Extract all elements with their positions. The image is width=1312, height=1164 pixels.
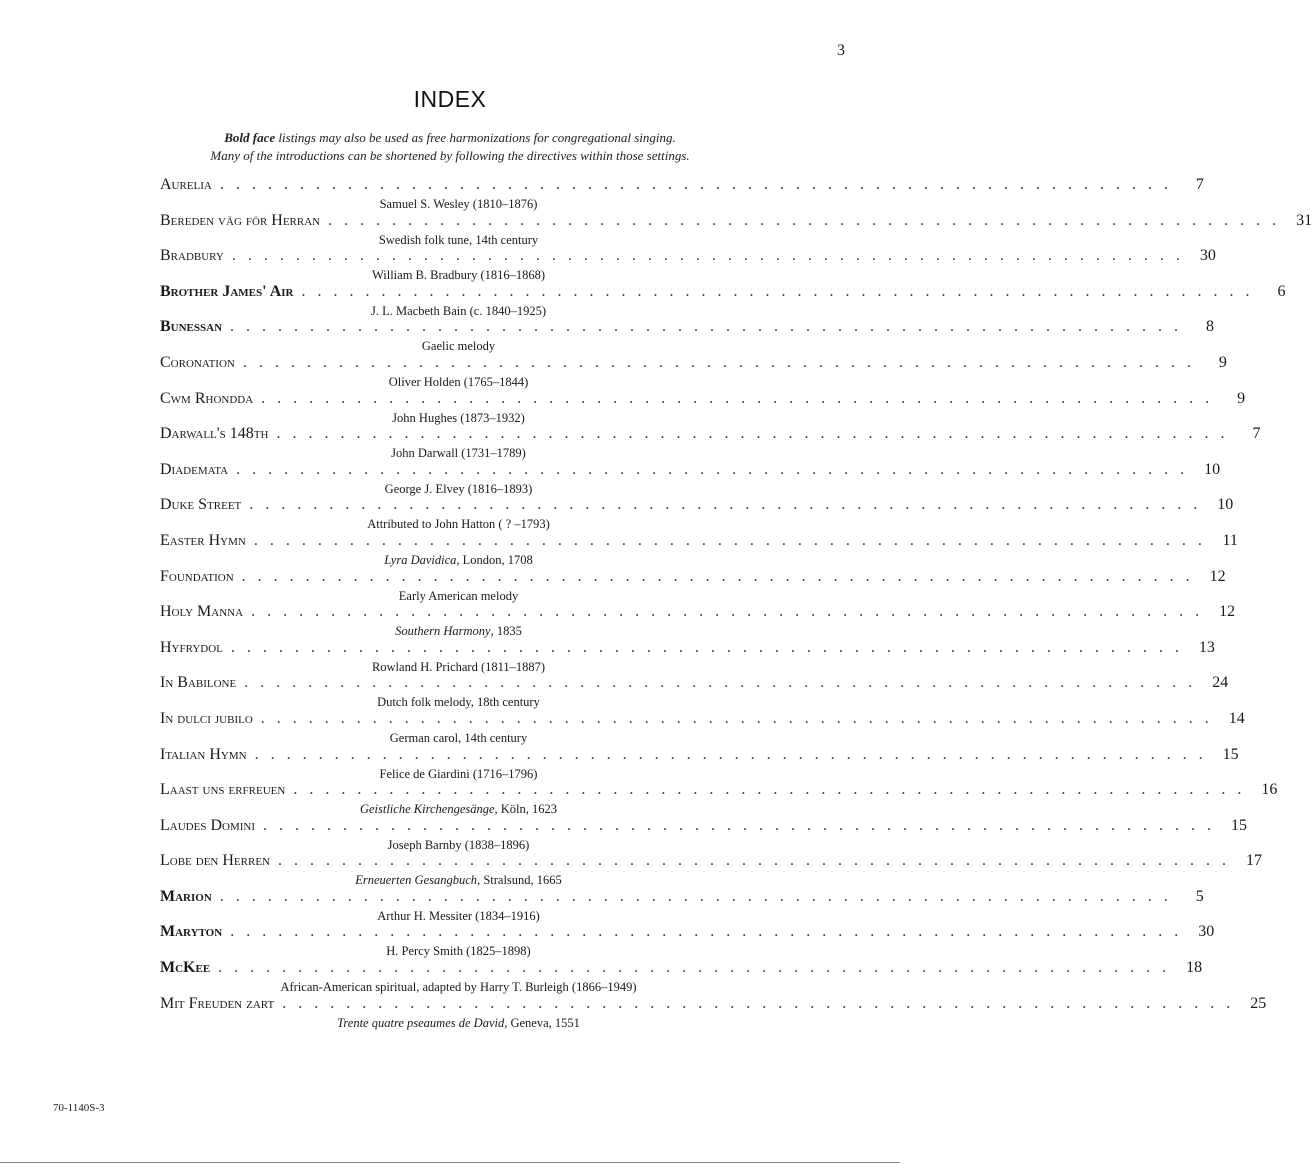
tune-source (160, 839, 757, 852)
source-text: Dutch folk melody, 18th century (377, 695, 540, 710)
index-entries (160, 176, 1312, 1030)
tune-name: Lobe den Herren (160, 852, 270, 870)
page-ref: 24 (1212, 674, 1229, 692)
page-ref: 12 (1209, 567, 1226, 585)
source-title: Southern Harmony (395, 624, 491, 639)
source-text: Joseph Barnby (1838–1896) (387, 837, 530, 852)
source-text: George J. Elvey (1816–1893) (384, 481, 533, 496)
source-text: Swedish folk tune, 14th century (378, 232, 539, 247)
source-text: Felice de Giardini (1716–1796) (379, 766, 538, 781)
source-title: Geistliche Kirchengesänge (359, 802, 495, 817)
dot-leader: ............................................................ (244, 674, 1205, 692)
index-entry (160, 816, 1247, 853)
page-ref: 14 (1228, 709, 1245, 727)
tune-source (160, 483, 757, 496)
tune-name: Coronation (160, 353, 235, 371)
dot-leader: ............................................................ (231, 247, 1192, 265)
tune-source (160, 945, 757, 958)
tune-source (160, 412, 757, 425)
dot-leader: ............................................................ (230, 923, 1191, 941)
entry-line (160, 247, 1216, 269)
source-text: John Hughes (1873–1932) (392, 410, 525, 425)
tune-source (160, 1017, 757, 1030)
source-text: , 1835 (490, 624, 522, 639)
dot-leader: ............................................................ (260, 709, 1221, 727)
page-ref: 30 (1198, 923, 1215, 941)
entry-line (160, 567, 1226, 590)
index-entry (160, 567, 1226, 604)
dot-leader: ............................................................ (254, 745, 1215, 763)
dot-leader: ............................................................ (293, 781, 1254, 799)
source-text: H. Percy Smith (1825–1898) (386, 944, 531, 959)
source-text: Rowland H. Prichard (1811–1887) (371, 659, 546, 674)
dot-leader: ............................................................ (328, 211, 1289, 229)
tune-source (160, 518, 757, 531)
entry-line (160, 638, 1215, 661)
tune-name: Duke Street (160, 496, 242, 514)
page-ref: 9 (1237, 389, 1246, 407)
entry-line (160, 389, 1246, 412)
index-entry (160, 425, 1261, 461)
tune-source (160, 696, 757, 709)
bold-face-label: Bold face (224, 130, 276, 145)
source-text: Attributed to John Hatton ( ? –1793) (367, 517, 550, 532)
entry-line (160, 923, 1215, 945)
dot-leader: ............................................................ (241, 567, 1202, 585)
tune-source (160, 625, 757, 638)
footer-code: 70-1140S-3 (53, 1102, 105, 1114)
tune-source (160, 803, 757, 816)
tune-source (160, 554, 757, 567)
tune-name: Diademata (160, 460, 229, 478)
index-entry (160, 923, 1215, 959)
index-entry (160, 389, 1246, 426)
index-entry (160, 994, 1267, 1031)
tune-name: Maryton (160, 923, 223, 941)
tune-name: Easter Hymn (160, 531, 246, 549)
dot-leader: ............................................................ (249, 496, 1210, 514)
entry-line (160, 460, 1221, 483)
dot-leader: ............................................................ (251, 603, 1212, 621)
dot-leader: ............................................................ (278, 852, 1238, 870)
tune-source (160, 661, 757, 674)
tune-source (160, 768, 757, 781)
note-line-2: Many of the introductions can be shortened by following the directives within those settings. (210, 147, 690, 163)
entry-line (160, 887, 1204, 910)
tune-name: Bunessan (160, 318, 223, 336)
page-ref: 17 (1246, 852, 1262, 870)
dot-leader: ............................................................ (230, 318, 1191, 336)
page-ref: 12 (1219, 603, 1236, 621)
dot-leader: ............................................................ (276, 425, 1237, 443)
page-ref: 15 (1231, 816, 1247, 834)
source-text: Oliver Holden (1765–1844) (388, 374, 529, 389)
index-entry (160, 531, 1238, 568)
tune-source (160, 376, 757, 389)
index-entry (160, 496, 1234, 532)
page-ref: 13 (1198, 638, 1215, 656)
index-notes (0, 129, 900, 164)
page-title: INDEX (413, 86, 487, 112)
tune-source (160, 234, 757, 247)
source-text: Gaelic melody (421, 339, 496, 354)
entry-line (160, 959, 1203, 981)
tune-source (160, 590, 757, 603)
dot-leader: ............................................................ (230, 638, 1191, 656)
tune-source (160, 198, 757, 211)
entry-line (160, 318, 1215, 340)
page-ref: 10 (1217, 496, 1234, 514)
index-entry (160, 176, 1204, 212)
source-text: Arthur H. Messiter (1834–1916) (377, 908, 540, 923)
tune-name: Bradbury (160, 247, 224, 265)
tune-source (160, 910, 757, 923)
page-ref: 31 (1296, 211, 1312, 229)
tune-source (160, 340, 757, 353)
entry-line (160, 674, 1229, 696)
tune-name: Brother James' Air (160, 282, 294, 300)
index-entry (160, 460, 1221, 497)
dot-leader: ............................................................ (218, 959, 1179, 977)
index-entry (160, 638, 1215, 675)
entry-line (160, 353, 1227, 376)
tune-name: Hyfrydol (160, 638, 223, 656)
entry-line (160, 531, 1238, 554)
source-text: Early American melody (398, 588, 519, 603)
source-text: German carol, 14th century (389, 730, 528, 745)
entry-line (160, 282, 1286, 305)
index-entry (160, 674, 1229, 710)
dot-leader: ............................................................ (282, 994, 1243, 1012)
entry-line (160, 176, 1204, 198)
tune-name: Italian Hymn (160, 745, 247, 763)
entry-line (160, 709, 1245, 732)
tune-name: Holy Manna (160, 603, 244, 621)
page-number: 3 (837, 42, 845, 59)
source-title: Lyra Davidica (384, 552, 457, 567)
dot-leader: ............................................................ (261, 389, 1222, 407)
entry-line (160, 211, 1312, 234)
tune-source (160, 305, 757, 318)
dot-leader: ............................................................ (242, 353, 1203, 371)
source-text: , London, 1708 (456, 552, 533, 567)
page-ref: 25 (1250, 994, 1267, 1012)
dot-leader: ............................................................ (263, 816, 1223, 834)
entry-line (160, 496, 1234, 518)
entry-line (160, 745, 1239, 768)
page-ref: 30 (1199, 247, 1216, 265)
page-ref: 16 (1261, 781, 1278, 799)
index-entry (160, 852, 1262, 888)
tune-source (160, 981, 757, 994)
index-entry (160, 603, 1236, 639)
tune-source (160, 732, 757, 745)
tune-name: Darwall's 148th (160, 425, 269, 443)
source-title: Erneuerten Gesangbuch (355, 873, 478, 888)
index-entry (160, 959, 1203, 995)
tune-name: Foundation (160, 567, 234, 585)
entry-line (160, 816, 1247, 839)
page-ref: 10 (1204, 460, 1221, 478)
entry-line (160, 781, 1278, 803)
index-entry (160, 709, 1245, 746)
tune-name: Aurelia (160, 176, 212, 193)
page-ref: 11 (1222, 531, 1238, 549)
source-text: William B. Bradbury (1816–1868) (371, 268, 546, 283)
index-entry (160, 353, 1227, 390)
page-ref: 9 (1218, 353, 1227, 371)
source-text: J. L. Macbeth Bain (c. 1840–1925) (371, 303, 546, 318)
source-title: Trente quatre pseaumes de David (337, 1015, 505, 1030)
index-entry (160, 745, 1239, 782)
source-text: John Darwall (1731–1789) (391, 446, 526, 461)
source-text: , Köln, 1623 (494, 802, 558, 817)
index-entry (160, 318, 1215, 354)
tune-name: Marion (160, 887, 212, 905)
dot-leader: ............................................................ (219, 887, 1180, 905)
source-text: Samuel S. Wesley (1810–1876) (379, 197, 538, 211)
page-ref: 18 (1186, 959, 1203, 977)
dot-leader: ............................................................ (219, 176, 1180, 193)
page-ref: 6 (1277, 282, 1286, 300)
index-entry (160, 247, 1216, 283)
tune-source (160, 447, 757, 460)
index-entry (160, 887, 1204, 924)
page-ref: 5 (1195, 887, 1204, 905)
page-ref: 8 (1206, 318, 1215, 336)
source-text: , Stralsund, 1665 (477, 873, 562, 888)
source-text: , Geneva, 1551 (504, 1015, 580, 1030)
tune-name: Bereden väg för Herran (160, 211, 321, 229)
source-text: African-American spiritual, adapted by Harry T. Burleigh (1866–1949) (280, 980, 637, 995)
index-entry (160, 211, 1312, 248)
bottom-rule (0, 1162, 900, 1163)
note-line-1-text: listings may also be used as free harmonizations for congregational singing. (275, 130, 676, 145)
page-ref: 7 (1195, 176, 1204, 193)
tune-name: McKee (160, 959, 211, 977)
tune-name: In Babilone (160, 674, 237, 692)
tune-name: Laudes Domini (160, 816, 255, 834)
dot-leader: ............................................................ (236, 460, 1197, 478)
page-ref: 15 (1222, 745, 1239, 763)
tune-name: Laast uns erfreuen (160, 781, 286, 799)
tune-source (160, 269, 757, 282)
tune-source (160, 874, 757, 887)
tune-name: Cwm Rhondda (160, 389, 254, 407)
entry-line (160, 425, 1261, 447)
index-entry (160, 282, 1286, 319)
page-ref: 7 (1252, 425, 1261, 443)
dot-leader: ............................................................ (253, 531, 1214, 549)
dot-leader: ............................................................ (301, 282, 1262, 300)
tune-name: In dulci jubilo (160, 709, 253, 727)
entry-line (160, 994, 1267, 1017)
index-entry (160, 781, 1278, 817)
note-line-1 (0, 129, 900, 147)
tune-name: Mit Freuden zart (160, 994, 275, 1012)
entry-line (160, 852, 1262, 874)
entry-line (160, 603, 1236, 625)
